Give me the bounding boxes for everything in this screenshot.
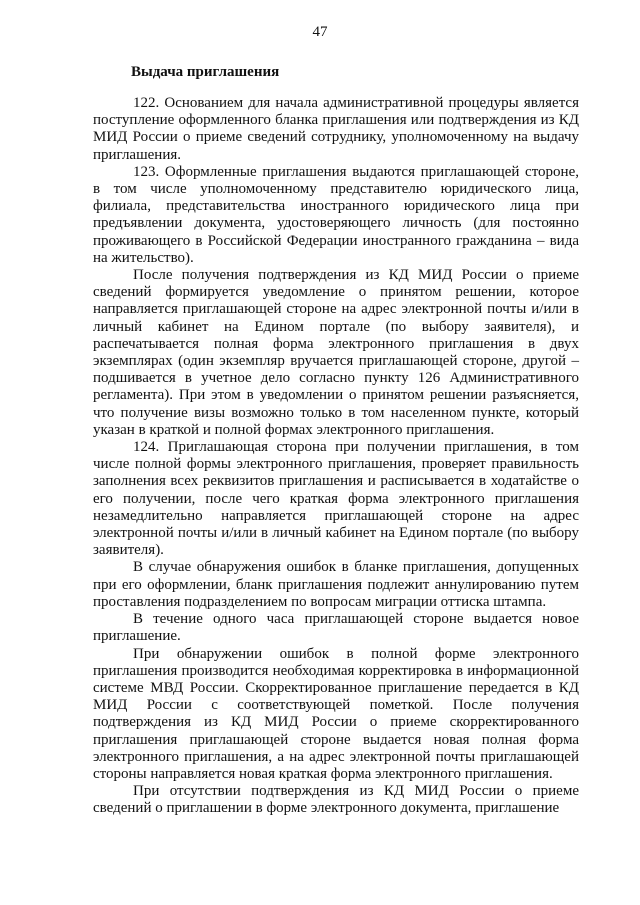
paragraph-notification: После получения подтверждения из КД МИД России о приеме сведений формируется уведомление о принятом решении, которое направляется приглашающей стороне на адрес электронной почты и/или в личный кабинет на Едином портале (по выбору заявителя), и распечатывается полная форма электронного приглашения в двух экземплярах (один экземпляр вручается приглашающей стороне, другой – подшивается в учетное дело согласно пункту 126 Административного регламента). При этом в уведомлении о принятом решении разъясняется, что получение визы возможно только в том населенном пункте, который указан в краткой и полной формах электронного приглашения. bbox=[93, 267, 579, 438]
paragraph-123: 123. Оформленные приглашения выдаются приглашающей стороне, в том числе уполномоченному представителю юридического лица, филиала, представительства иностранного юридического лица при предъявлении документа, удостоверяющего личность (для постоянно проживающего в Российской Федерации иностранного гражданина – вида на жительство). bbox=[93, 163, 579, 266]
paragraph-new-invitation: В течение одного часа приглашающей стороне выдается новое приглашение. bbox=[93, 611, 579, 645]
paragraph-122: 122. Основанием для начала административной процедуры является поступление оформленного бланка приглашения или подтверждения из КД МИД России о приеме сведений сотруднику, уполномоченному на выдачу приглашения. bbox=[93, 95, 579, 163]
body-text bbox=[93, 95, 579, 818]
paragraph-blank-errors: В случае обнаружения ошибок в бланке приглашения, допущенных при его оформлении, бланк приглашения подлежит аннулированию путем проставления подразделением по вопросам миграции оттиска штампа. bbox=[93, 559, 579, 610]
paragraph-no-confirmation: При отсутствии подтверждения из КД МИД России о приеме сведений о приглашении в форме электронного документа, приглашение bbox=[93, 783, 579, 817]
paragraph-electronic-errors: При обнаружении ошибок в полной форме электронного приглашения производится необходимая корректировка в информационной системе МВД России. Скорректированное приглашение передается в КД МИД России с соответствующей пометкой. После получения подтверждения из КД МИД России о приеме скорректированного приглашения приглашающей стороне выдается новая полная форма электронного приглашения, а на адрес электронной почты приглашающей стороны направляется новая краткая форма электронного приглашения. bbox=[93, 645, 579, 782]
section-heading: Выдача приглашения bbox=[131, 64, 280, 80]
paragraph-124: 124. Приглашающая сторона при получении приглашения, в том числе полной формы электронного приглашения, проверяет правильность заполнения всех реквизитов приглашения и расписывается в ходатайстве о его получении, после чего краткая форма электронного приглашения незамедлительно направляется приглашающей стороне на адрес электронной почты и/или в личный кабинет на Едином портале (по выбору заявителя). bbox=[93, 439, 579, 559]
page-number: 47 bbox=[312, 24, 328, 40]
